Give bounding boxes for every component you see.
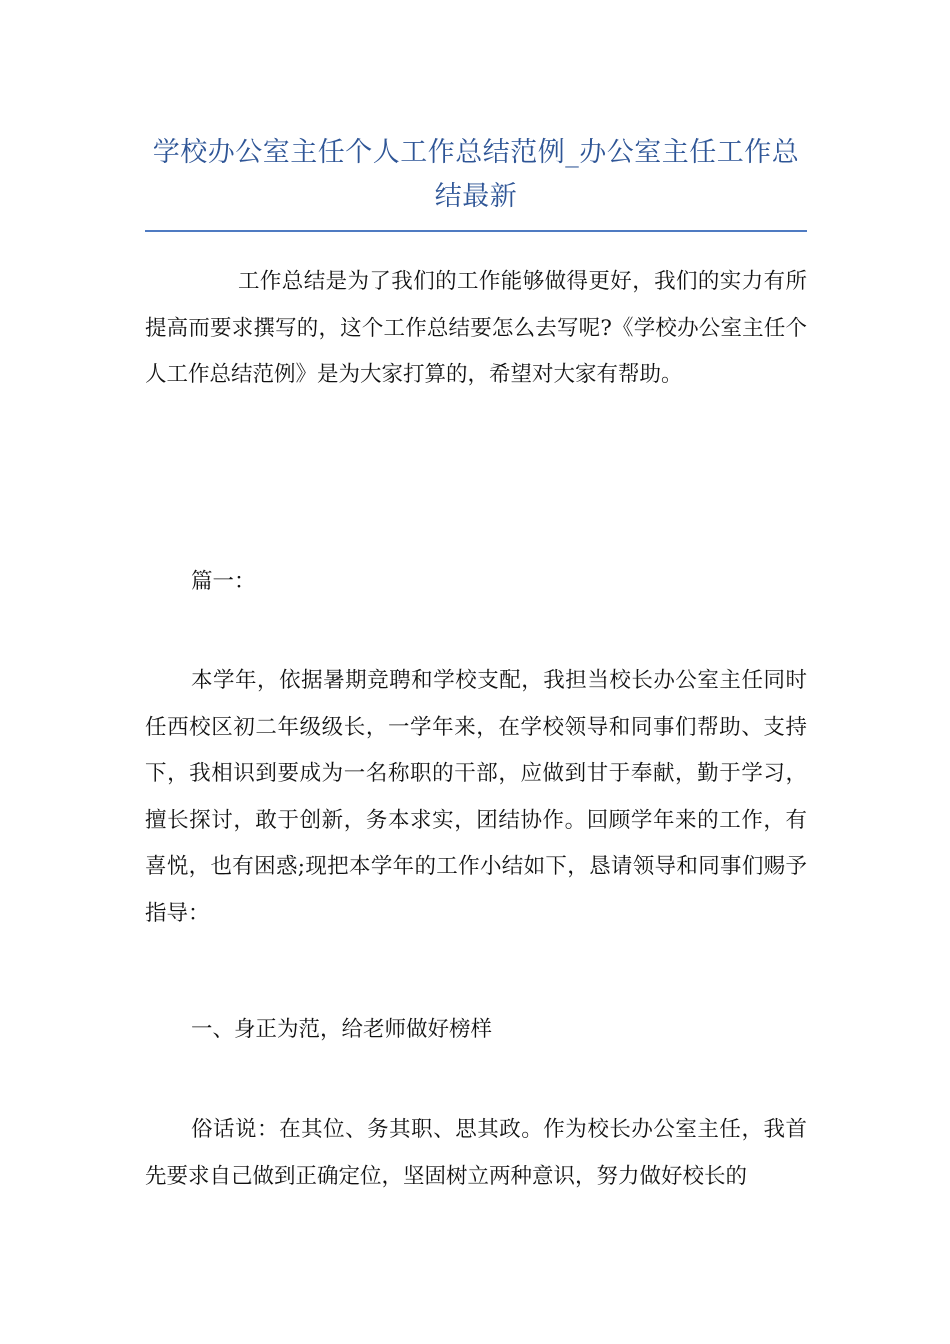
section-heading-1: 一、身正为范，给老师做好榜样 [191,1017,493,1042]
part-label: 篇一： [191,569,256,594]
body-paragraph-2: 俗话说：在其位、务其职、思其政。作为校长办公室主任，我首先要求自己做到正确定位，坚固树立两种意识，努力做好校长的 [145,1117,807,1189]
body-paragraph-1: 本学年，依据暑期竞聘和学校支配，我担当校长办公室主任同时任西校区初二年级级长，一学年来，在学校领导和同事们帮助、支持下，我相识到要成为一名称职的干部，应做到甘于奉献，勤于学习，擅长探讨，敢于创新，务本求实，团结协作。回顾学年来的工作，有喜悦，也有困惑;现把本学年的工作小结如下，恳请领导和同事们赐予指导： [145,668,807,926]
title-underline [145,230,807,232]
intro-paragraph: 工作总结是为了我们的工作能够做得更好，我们的实力有所提高而要求撰写的，这个工作总结要怎么去写呢?《学校办公室主任个人工作总结范例》是为大家打算的，希望对大家有帮助。 [145,269,807,387]
document-title: 学校办公室主任个人工作总结范例_办公室主任工作总结最新 [152,137,800,212]
